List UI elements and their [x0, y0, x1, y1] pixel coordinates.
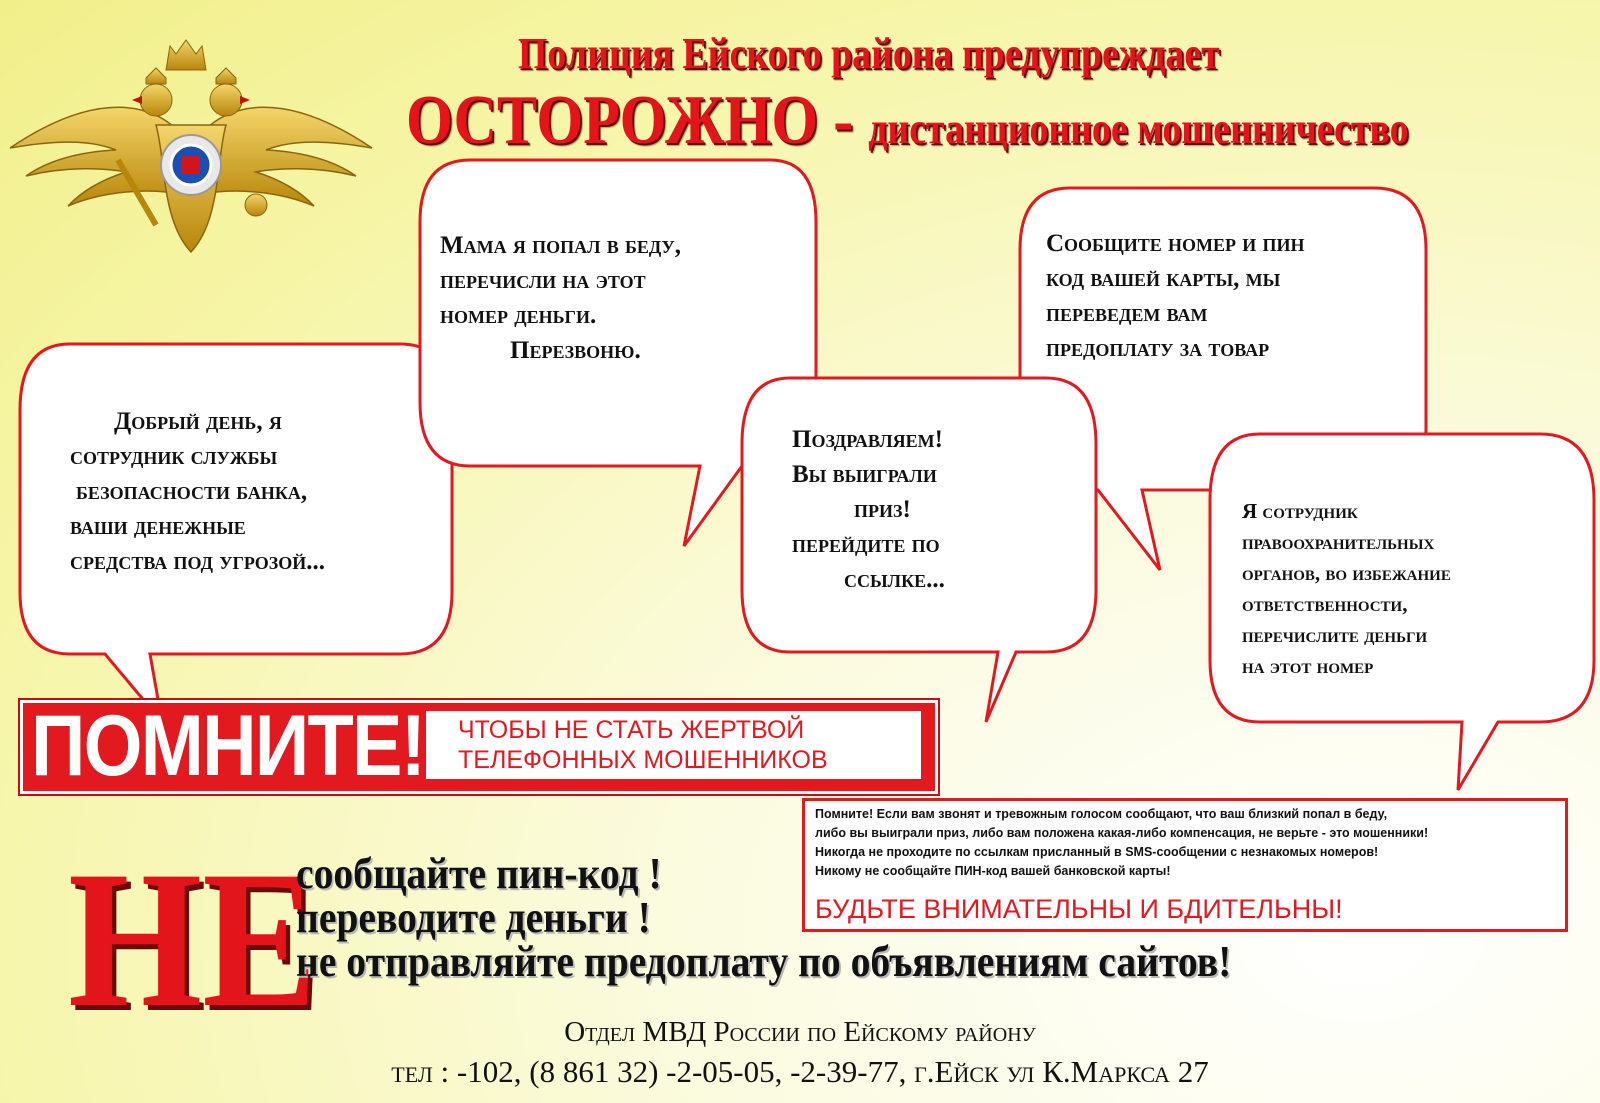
- warning-line: Никогда не проходите по ссылкам присланный в SMS-сообщении с незнакомых номеров!: [815, 845, 1379, 859]
- bubble-line: ответственности,: [1242, 592, 1408, 616]
- footer-department: Отдел МВД России по Ейскому району: [564, 1016, 1036, 1048]
- remember-banner: [20, 700, 938, 794]
- poster-title-line1: Полиция Ейского района предупреждает: [518, 29, 1220, 78]
- bubble-line: сотрудник службы: [70, 443, 278, 470]
- bubble-line: средства под угрозой...: [70, 548, 326, 575]
- remember-line1: ЧТОБЫ НЕ СТАТЬ ЖЕРТВОЙ: [458, 716, 805, 744]
- bubble-line: предоплату за товар: [1046, 335, 1270, 362]
- bubble-line: ссылке...: [844, 566, 945, 593]
- bubble-line: безопасности банка,: [76, 478, 308, 505]
- bubble-card-text: [1046, 226, 1304, 366]
- warning-box: [802, 798, 1568, 932]
- bubble-line: Поздравляем!: [792, 426, 943, 453]
- bubble-line: Мама я попал в беду,: [440, 232, 681, 259]
- warning-line: либо вы выиграли приз, либо вам положена какая-либо компенсация, не верьте - это мошенники!: [815, 826, 1429, 840]
- bubble-line: перечисли на этот: [440, 267, 646, 294]
- warning-alert: БУДЬТЕ ВНИМАТЕЛЬНЫ И БДИТЕЛЬНЫ!: [815, 894, 1343, 924]
- warning-line: Никому не сообщайте ПИН-код вашей банковской карты!: [815, 864, 1171, 878]
- bubble-line: перейдите по: [792, 531, 940, 558]
- do-not-big-word: НЕ: [68, 831, 318, 1048]
- bubble-line: органов, во избежание: [1242, 561, 1451, 585]
- bubble-prize-text: [792, 422, 945, 597]
- bubble-line: приз!: [854, 496, 911, 523]
- bubble-line: перечислите деньги: [1242, 623, 1428, 647]
- do-not-item: сообщайте пин-код !: [296, 849, 662, 898]
- bubble-police-text: [1242, 496, 1451, 682]
- bubble-line: Вы выиграли: [792, 461, 937, 488]
- warning-line: Помните! Если вам звонят и тревожным голосом сообщают, что ваш близкий попал в беду,: [815, 807, 1388, 821]
- do-not-item: переводите деньги !: [296, 893, 651, 942]
- bubble-mama-text: [440, 228, 681, 368]
- bubble-line: номер деньги.: [440, 302, 597, 329]
- bubble-line: код вашей карты, мы: [1046, 265, 1281, 292]
- bubble-line: Я сотрудник: [1242, 499, 1358, 523]
- remember-subtitle-box: [426, 711, 921, 779]
- remember-title: ПОМНИТЕ!: [31, 698, 425, 794]
- bubble-line: Сообщите номер и пин: [1046, 230, 1305, 257]
- do-not-item: не отправляйте предоплату по объявлениям сайтов!: [296, 937, 1232, 986]
- bubble-line: правоохранительных: [1242, 530, 1435, 554]
- bubble-line: на этот номер: [1242, 654, 1374, 678]
- warning-text: [815, 805, 1428, 881]
- bubble-line: Перезвоню.: [510, 337, 641, 364]
- bubble-line: переведем вам: [1046, 300, 1208, 327]
- title-caution: ОСТОРОЖНО -: [406, 82, 869, 159]
- bubble-line: Добрый день, я: [114, 408, 282, 435]
- remember-line2: ТЕЛЕФОННЫХ МОШЕННИКОВ: [458, 746, 828, 774]
- bubble-line: ваши денежные: [70, 513, 246, 540]
- footer-contacts: тел : -102, (8 861 32) -2-05-05, -2-39-77, г.Ейск ул К.Маркса 27: [391, 1054, 1209, 1089]
- bubble-bank-text: [70, 404, 325, 579]
- title-fraud: дистанционное мошенничество: [868, 104, 1409, 153]
